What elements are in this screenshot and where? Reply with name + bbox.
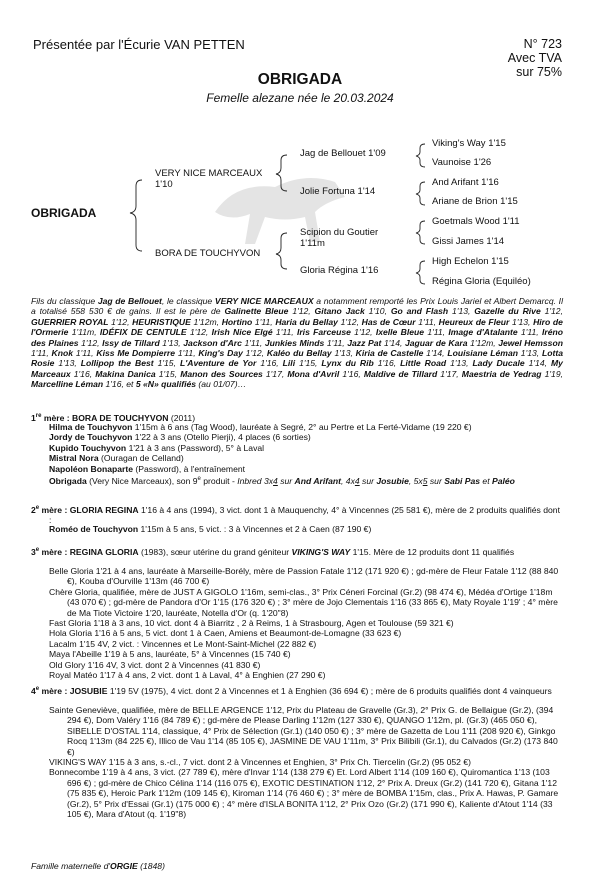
dam-sire-record: 1'11m (300, 238, 325, 249)
list-item: Royal Matéo 1'17 à 4 ans, 2 vict. dont 1 à Laval, 4° à Enghien (27 290 €) (49, 670, 326, 681)
second-dam-produce (49, 524, 563, 534)
list-item: Hilma de Touchyvon 1'15m à 6 ans (Tag Wood), lauréate à Segré, 2° au Pertre et La Ferté-Vidame (19 220 €) (49, 422, 472, 432)
pedigree-sire (155, 168, 262, 190)
sire-description: Fils du classique Jag de Bellouet, le classique VERY NICE MARCEAUX a notamment remporté les Prix Louis Jariel et Albert Demarcq. Il a totalisé 558 530 € de gains. Il est le père de Galinette Bleue 1'12, Gitano Jack 1'10, Go and Flash 1'13, Gazelle du Rive 1'12, GUERRIER ROYAL 1'12, HEURISTIQUE 1'12m, Hortino 1'11, Haria du Bellay 1'12, Has de Cœur 1'11, Heureux de Fleur 1'13, Hiro de l'Ormerie 1'11m, IDÉFIX DE CENTULE 1'12, Irish Nice Elgé 1'11, Iris Farceuse 1'12, Ixelle Bleue 1'11, Image d'Atalante 1'11, Iréno des Plaines 1'12, Issy de Tillard 1'13, Jackson d'Arc 1'11, Junkies Minds 1'11, Jazz Pat 1'14, Jaguar de Kara 1'12m, Jewel Hemsson 1'11, Knok 1'11, Kiss Me Dompierre 1'11, King's Day 1'12, Kaléo du Bellay 1'13, Kiria de Castelle 1'14, Louisiane Léman 1'13, Lotta Rosie 1'13, Lollipop the Best 1'15, L'Aventure de Yor 1'16, Lili 1'15, Lynx du Rib 1'16, Little Road 1'13, Lady Ducale 1'14, My Marceaux 1'16, Makina Danica 1'15, Manon des Sources 1'17, Mona d'Avril 1'16, Maldive de Tillard 1'17, Maestria de Yedrag 1'19, Marcelline Léman 1'16, et 5 «N» qualifiés (au 01/07)… (31, 296, 563, 390)
list-item: Napoléon Bonaparte (Password), à l'entraînement (49, 463, 246, 474)
list-item: Hola Gloria 1'16 à 5 ans, 5 vict. dont 1 à Caen, Amiens et Beaumont-de-Lomagne (33 623 €) (49, 628, 402, 639)
first-dam-heading: 1re mère : BORA DE TOUCHYVON (2011) (31, 412, 196, 423)
fourth-dam-produce (49, 705, 563, 819)
ggp-4: Ariane de Brion 1'15 (432, 196, 518, 207)
ggp-1: Viking's Way 1'15 (432, 138, 506, 149)
horse-name: OBRIGADA (257, 71, 343, 88)
list-item: Mistral Nora (Ouragan de Celland) (49, 453, 184, 464)
list-item: Fast Gloria 1'18 à 3 ans, 10 vict. dont 4 à Biarritz , 2 à Reims, 1 à Strasbourg, Agen et Toulouse (59 321 €) (49, 618, 454, 629)
list-item: Jordy de Touchyvon 1'22 à 3 ans (Otello Pierji), 4 places (6 sorties) (49, 432, 311, 443)
list-item: Kupido Touchyvon 1'21 à 3 ans (Password), 5° à Laval (49, 442, 265, 453)
reserve-label: sur 75% (516, 65, 562, 79)
list-item: Old Glory 1'16 4V, 3 vict. dont 2 à Vincennes (41 830 €) (49, 659, 261, 670)
ggp-2: Vaunoise 1'26 (432, 157, 492, 168)
lot-number: N° 723 (523, 37, 562, 51)
pedigree-dam-dam: Gloria Régina 1'16 (300, 265, 379, 276)
tva-label: Avec TVA (507, 51, 562, 65)
list-item: Belle Gloria 1'21 à 4 ans, lauréate à Marseille-Borély, mère de Passion Fatale 1'12 (171 920 €) ; gd-mère de Fleur Fatale 1'12 (88 840 €), Kouba d'Ourville 1'13m (46 700 €) (49, 566, 559, 587)
list-item: Chère Gloria, qualifiée, mère de JUST A GIGOLO 1'16m, semi-clas., 3° Prix Céneri Forcinal (Gr.2) (98 474 €), Médéa d'Ortige 1'18m (43 070 €) ; gd-mère de Pandora d'Or 1'15 (176 320 €) ; 3° mère de Jojo Clementais 1'16 (33 865 €), Maty Royale 1'19' ; 4° mère de Ma Tiote Victoire 1'20, lauréate, Notella d'Or (q. 1'20"8) (49, 586, 558, 618)
ggp-5: Goetmals Wood 1'11 (432, 216, 520, 227)
presenter-line: Présentée par l'Écurie VAN PETTEN (33, 37, 245, 52)
list-item: Roméo de Touchyvon 1'15m à 5 ans, 5 vict. : 3 à Vincennes et 2 à Caen (87 190 €) (49, 524, 372, 534)
list-item: VIKING'S WAY 1'15 à 3 ans, s.-cl., 7 vict. dont 2 à Vincennes et Enghien, 3° Prix Ch. Tiercelin (Gr.2) (95 052 €) (49, 757, 471, 768)
pedigree-sire-dam: Jolie Fortuna 1'14 (300, 186, 376, 197)
third-dam-heading: 3e mère : REGINA GLORIA (1983), sœur utérine du grand géniteur VIKING'S WAY 1'15. Mère de 12 produits dont 11 qualifiés (31, 546, 515, 557)
pedigree-subject: OBRIGADA (31, 206, 97, 220)
sire-record: 1'10 (155, 179, 173, 190)
pedigree-sire-sire: Jag de Bellouet 1'09 (300, 148, 386, 159)
ggp-3: And Arifant 1'16 (432, 177, 499, 188)
list-item: Obrigada (Very Nice Marceaux), son 9e produit - Inbred 3x4 sur And Arifant, 4x4 sur Josubie, 5x5 sur Sabi Pas et Paléo (49, 475, 515, 486)
pedigree-dam-sire (300, 227, 378, 249)
fourth-dam-heading: 4e mère : JOSUBIE 1'19 5V (1975), 4 vict. dont 2 à Vincennes et 1 à Enghien (36 694 €) ; mère de 6 produits qualifiés dont 4 vainqueurs (31, 685, 552, 696)
list-item: Maya l'Abeille 1'19 à 5 ans, lauréate, 5° à Vincennes (15 740 €) (49, 649, 291, 660)
maternal-family: Famille maternelle d'ORGIE (1848) (31, 861, 165, 871)
list-item: Lacalm 1'15 4V, 2 vict. : Vincennes et Le Mont-Saint-Michel (22 882 €) (49, 638, 317, 649)
ggp-7: High Echelon 1'15 (432, 256, 509, 267)
list-item: Bonnecombe 1'19 à 4 ans, 3 vict. (27 789 €), mère d'Invar 1'14 (138 279 €) Et. Lord Albert 1'14 (109 160 €), Quiromantica 1'13 (103 696 €) ; gd-mère de Chico Célina 1'14 (116 075 €), EXOTIC DESTINATION 1'12, 2° Prix A. Dreux (Gr.2) (141 720 €), Gitana 1'12 (75 835 €), Heroic Park 1'12m (109 145 €), Kiroman 1'14 (76 460 €) ; 3° mère de BOMBA 1'15m, clas., Prix A. Hawas, P. Gamare (Gr.2), 5° Prix d'Essai (Gr.1) (175 000 €) ; 4° mère d'ISLA BONITA 1'12, 2° Prix Ozo (Gr.2) (171 990 €), Kaliente d'Atout 1'14 (33 105 €), Mara d'Atout (q. 1'19"8) (49, 767, 559, 820)
list-item: Sainte Geneviève, qualifiée, mère de BELLE ARGENCE 1'12, Prix du Plateau de Gravelle (Gr.3), 2° Prix G. de Bellaigue (Gr.2), (394 294 €), Dom Valéry 1'16 (84 789 €) ; gd-mère de Please Darling 1'12m (127 330 €), QUANGO 1'12m, pl. (Gr.3) (465 050 €), SIBELLE D'OSTAL 1'14, classique, 4° Prix de Sélection (Gr.1) (140 050 €) ; 3° mère de Gazetta de Lou 1'11 (208 920 €), Ginkgo Rocq 1'13m (84 225 €), Illico de Vau 1'14 (85 105 €), JASMINE DE VAU 1'11m, 3° Prix Bilibili (Gr.1), du Calvados (Gr.2) (173 840 €) (49, 705, 558, 757)
horse-subtitle: Femelle alezane née le 20.03.2024 (206, 91, 394, 105)
first-dam-produce (49, 422, 563, 486)
dam-sire-name: Scipion du Goutier (300, 227, 379, 238)
sire-name: VERY NICE MARCEAUX (155, 168, 263, 179)
ggp-6: Gissi James 1'14 (432, 236, 505, 247)
pedigree-dam: BORA DE TOUCHYVON (155, 248, 261, 259)
second-dam-heading: 2e mère : GLORIA REGINA 1'16 à 4 ans (1994), 3 vict. dont 1 à Mauquenchy, 4° à Vincennes (25 581 €), mère de 2 produits qualifiés dont : (31, 504, 560, 526)
third-dam-produce (49, 566, 563, 680)
ggp-8: Régina Gloria (Equiléo) (432, 276, 531, 287)
